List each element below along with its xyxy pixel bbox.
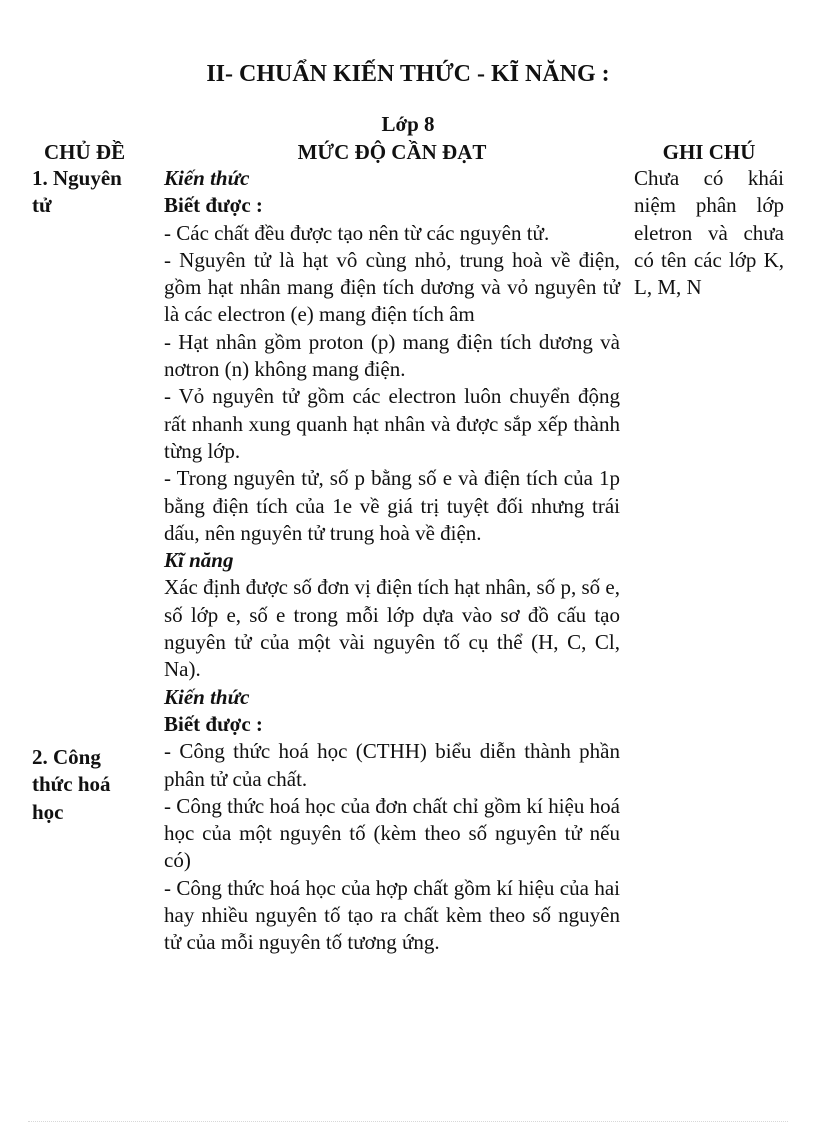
- page-bottom-rule: [28, 1121, 788, 1122]
- knowledge-heading: Kiến thức: [164, 684, 250, 709]
- know-heading: Biết được :: [164, 193, 263, 218]
- list-item: - Công thức hoá học (CTHH) biểu diễn thành phần phân tử của chất.: [164, 739, 620, 791]
- column-header-level: MỨC ĐỘ CẦN ĐẠT: [297, 140, 487, 164]
- topic-atom: 1. Nguyên tử: [32, 166, 122, 218]
- know-heading: Biết được :: [164, 711, 263, 736]
- list-item: - Hạt nhân gồm proton (p) mang điện tích dương và nơtron (n) không mang điện.: [164, 329, 620, 382]
- knowledge-heading: Kiến thức: [164, 166, 250, 190]
- grade-label: Lớp 8: [381, 112, 435, 136]
- list-item: - Vỏ nguyên tử gồm các electron luôn chuyển động rất nhanh xung quanh hạt nhân và được sắp xếp thành từng lớp.: [164, 384, 620, 463]
- list-item: - Trong nguyên tử, số p bằng số e và điện tích của 1p bằng điện tích của 1e về giá trị tuyệt đối nhưng trái dấu, nên nguyên tử trung hoà về điện.: [164, 466, 620, 545]
- skill-heading: Kĩ năng: [164, 548, 234, 573]
- list-item: - Công thức hoá học của đơn chất chỉ gồm kí hiệu hoá học của một nguyên tố (kèm theo số nguyên tử nếu có): [164, 793, 620, 873]
- list-item: - Công thức hoá học của hợp chất gồm kí hiệu của hai hay nhiều nguyên tố tạo ra chất kèm theo số nguyên tử của mỗi nguyên tố tương ứng.: [164, 875, 620, 955]
- page-title: II- CHUẨN KIẾN THỨC - KĨ NĂNG :: [206, 61, 610, 87]
- note-atom: Chưa có khái niệm phân lớp eletron và chưa có tên các lớp K, L, M, N: [634, 166, 784, 300]
- column-header-topic: CHỦ ĐỀ: [44, 140, 126, 164]
- column-header-note: GHI CHÚ: [662, 140, 756, 164]
- list-item: - Các chất đều được tạo nên từ các nguyên tử.: [164, 220, 550, 245]
- skill-text: Xác định được số đơn vị điện tích hạt nhân, số p, số e, số lớp e, số e trong mỗi lớp dựa vào sơ đồ cấu tạo nguyên tử của một vài nguyên tố cụ thể (H, C, Cl, Na).: [164, 575, 620, 682]
- level-column: [164, 165, 620, 957]
- list-item: - Nguyên tử là hạt vô cùng nhỏ, trung hoà về điện, gồm hạt nhân mang điện tích dương và vỏ nguyên tử là các electron (e) mang điện tích âm: [164, 247, 620, 327]
- topic-chemical-formula: 2. Công thức hoá học: [32, 745, 111, 824]
